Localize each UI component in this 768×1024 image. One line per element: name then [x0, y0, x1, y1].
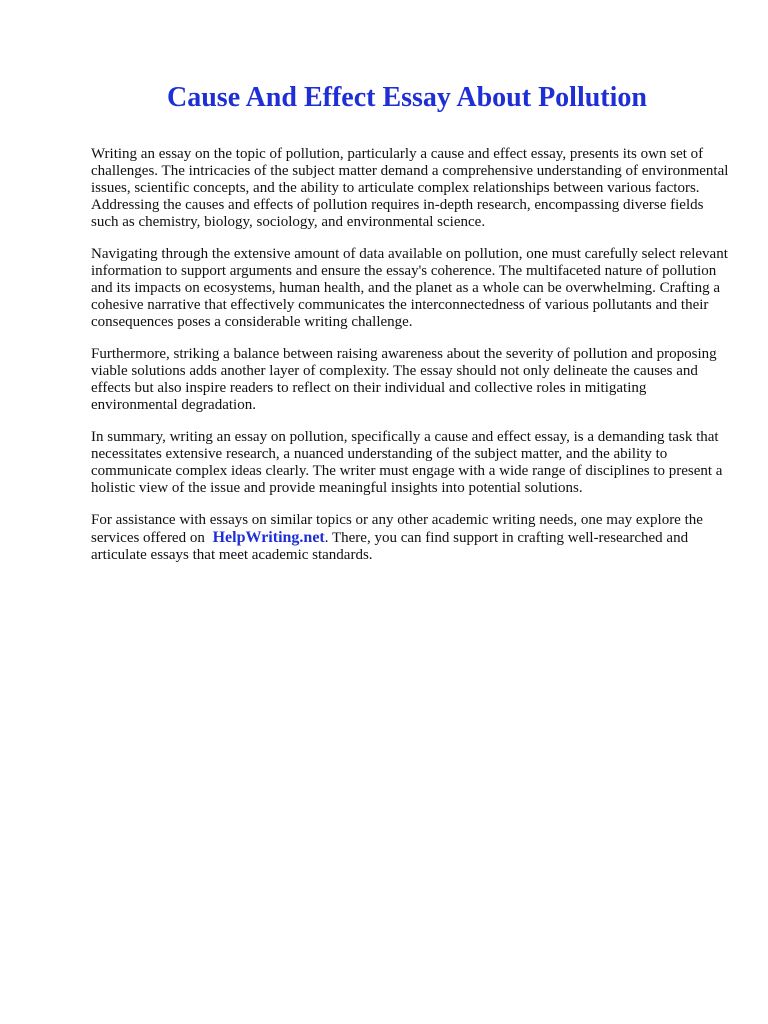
paragraph-1: Writing an essay on the topic of pollution, particularly a cause and effect essay, presents its own set of challenges. The intricacies of the subject matter demand a comprehensive understanding of environmental issues, scientific concepts, and the ability to articulate complex relationships between various factors. Addressing the causes and effects of pollution requires in-depth research, encompassing diverse fields such as chemistry, biology, sociology, and environmental science.: [91, 146, 729, 230]
essay-body: [91, 146, 731, 579]
paragraph-2: Navigating through the extensive amount of data available on pollution, one must carefully select relevant information to support arguments and ensure the essay's coherence. The multifaceted nature of pollution and its impacts on ecosystems, human health, and the planet as a whole can be overwhelming. Crafting a cohesive narrative that effectively communicates the interconnectedness of various pollutants and their consequences poses a considerable writing challenge.: [91, 246, 728, 330]
helpwriting-link[interactable]: HelpWriting.net: [212, 529, 325, 546]
page-title: Cause And Effect Essay About Pollution: [167, 82, 647, 113]
paragraph-3: Furthermore, striking a balance between raising awareness about the severity of pollution and proposing viable solutions adds another layer of complexity. The essay should not only delineate the causes and effects but also inspire readers to reflect on their individual and collective roles in mitigating environmental degradation.: [91, 346, 717, 413]
paragraph-closing: [91, 512, 731, 564]
paragraph-4: In summary, writing an essay on pollution, specifically a cause and effect essay, is a demanding task that necessitates extensive research, a nuanced understanding of the subject matter, and the ability to communicate complex ideas clearly. The writer must engage with a wide range of disciplines to present a holistic view of the issue and provide meaningful insights into potential solutions.: [91, 429, 723, 496]
closing-text-after-link: . There, you can find support in crafting well-researched and articulate essays that meet academic standards.: [91, 530, 689, 563]
closing-text-before-link: For assistance with essays on similar topics or any other academic writing needs, one may explore the services offered on: [91, 512, 703, 546]
